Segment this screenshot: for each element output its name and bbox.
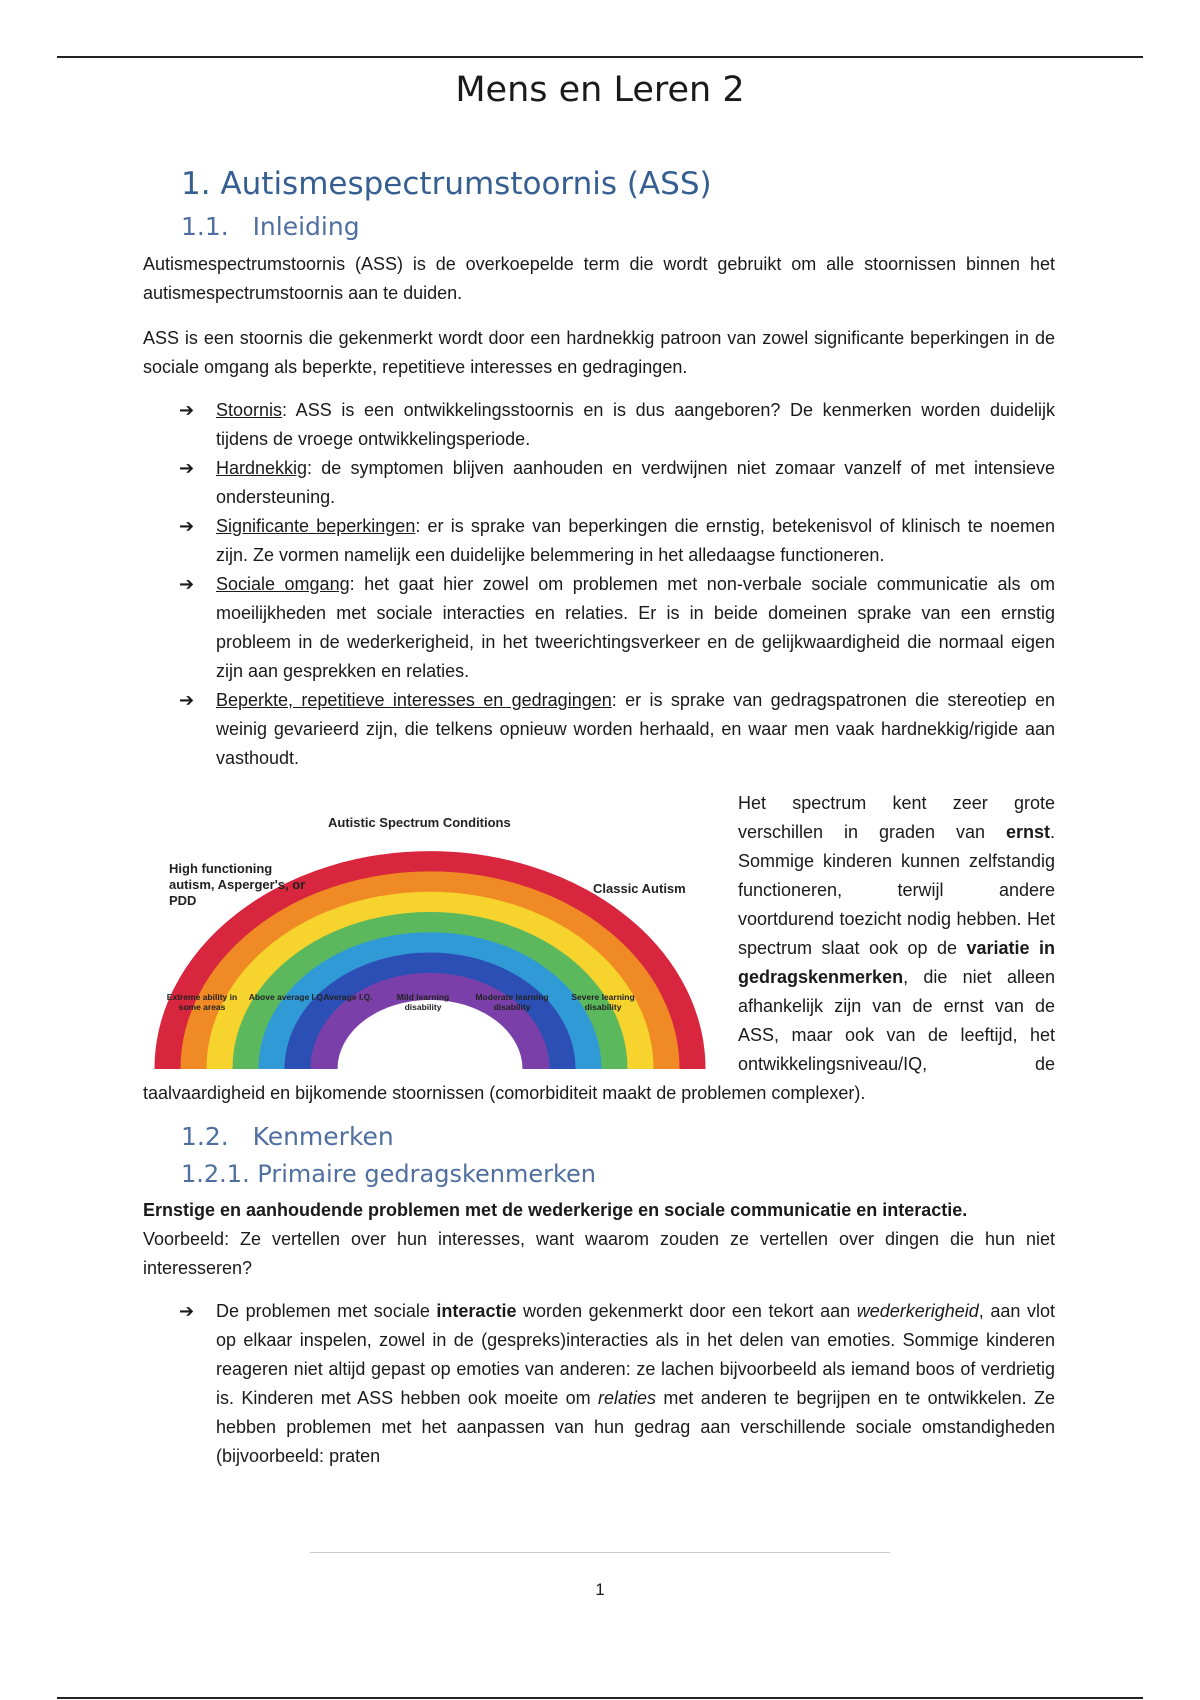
scale-label: Severe learning disability (571, 992, 635, 1012)
list-item: ➔ Hardnekkig: de symptomen blijven aanhouden en verdwijnen niet zomaar vanzelf of met intensieve ondersteuning. (143, 454, 1055, 512)
bottom-rule (57, 1697, 1143, 1699)
arrow-right-icon: ➔ (179, 690, 195, 710)
scale-label: Above average I.Q. (248, 992, 326, 1002)
spectrum-paragraph: Het spectrum kent zeer grote verschillen in graden van ernst. Sommige kinderen kunnen zelfstandig functioneren, terwijl andere voortdurend toezicht nodig hebben. Het spectrum slaat ook op de variatie in gedragskenmerken, die niet alleen afhankelijk zijn van de ernst van de ASS, maar ook van de leeftijd, het ontwikkelingsniveau/IQ, de taalvaardigheid en bijkomende stoornissen (comorbiditeit maakt de problemen complexer). (143, 793, 1055, 1103)
footer-rule (310, 1552, 890, 1553)
heading-section-1-2-1 (181, 1160, 1055, 1196)
arrow-right-icon: ➔ (179, 458, 195, 478)
list-item: ➔ Significante beperkingen: er is sprake van beperkingen die ernstig, betekenisvol of klinisch te noemen zijn. Ze vormen namelijk een duidelijke belemmering in het alledaagse functioneren. (143, 512, 1055, 570)
heading-text: Inleiding (252, 212, 360, 241)
scale-label: Extreme ability in some areas (166, 992, 238, 1012)
spectrum-rainbow-figure (143, 789, 718, 1079)
spectrum-section (143, 789, 1055, 1108)
arrow-right-icon: ➔ (179, 574, 195, 594)
heading-number: 1.2.1. (181, 1160, 250, 1188)
heading-text: Kenmerken (252, 1122, 394, 1151)
page-number: 1 (595, 1580, 605, 1599)
key-feature-bold: Ernstige en aanhoudende problemen met de wederkerige en sociale communicatie en interactie. (143, 1200, 968, 1220)
example-paragraph: Voorbeeld: Ze vertellen over hun interesses, want waarom zouden ze vertellen over dingen die hun niet interesseren? (143, 1229, 1055, 1278)
criteria-list (143, 396, 1055, 773)
heading-number: 1.1. (181, 212, 229, 241)
figure-left-label: High functioning autism, Asperger's, or PDD (169, 861, 306, 908)
scale-label: Average I.Q. (323, 992, 373, 1002)
heading-section-1-2 (181, 1122, 1055, 1160)
document-title: Mens en Leren 2 (455, 70, 745, 110)
top-rule (57, 56, 1143, 58)
interaction-list (143, 1297, 1055, 1471)
heading-number: 1. (181, 166, 211, 202)
heading-section-1-1 (181, 212, 1055, 250)
heading-section-1 (181, 166, 1055, 212)
heading-text: Primaire gedragskenmerken (257, 1160, 597, 1188)
arrow-right-icon: ➔ (179, 400, 195, 420)
scale-label: Moderate learning disability (475, 992, 549, 1012)
scale-label: Mild learning disability (396, 992, 450, 1012)
page-content (143, 160, 1055, 1471)
figure-top-label: Autistic Spectrum Conditions (328, 815, 511, 830)
heading-text: Autismespectrumstoornis (ASS) (220, 166, 712, 202)
list-item: ➔ Sociale omgang: het gaat hier zowel om problemen met non-verbale sociale communicatie als om moeilijkheden met sociale interacties en relaties. Er is in beide domeinen sprake van een ernstig probleem in de wederkerigheid, in het tweerichtingsverkeer en de gelijkwaardigheid die normaal eigen zijn aan gesprekken en relaties. (143, 570, 1055, 686)
rainbow-graphic (143, 789, 718, 1079)
heading-number: 1.2. (181, 1122, 229, 1151)
intro-paragraph-2: ASS is een stoornis die gekenmerkt wordt door een hardnekkig patroon van zowel significante beperkingen in de sociale omgang als beperkte, repetitieve interesses en gedragingen. (143, 328, 1055, 377)
list-item: ➔ Beperkte, repetitieve interesses en gedragingen: er is sprake van gedragspatronen die stereotiep en weinig gevarieerd zijn, die telkens opnieuw worden herhaald, en waar men vaak hardnekkig/rigide aan vasthoudt. (143, 686, 1055, 773)
intro-paragraph-1: Autismespectrumstoornis (ASS) is de overkoepelde term die wordt gebruikt om alle stoornissen binnen het autismespectrumstoornis aan te duiden. (143, 254, 1055, 303)
arrow-right-icon: ➔ (179, 1301, 195, 1321)
arrow-right-icon: ➔ (179, 516, 195, 536)
list-item: ➔ De problemen met sociale interactie worden gekenmerkt door een tekort aan wederkerigheid, aan vlot op elkaar inspelen, zowel in de (gespreks)interacties als in het delen van emoties. Sommige kinderen reageren niet altijd gepast op emoties van anderen: ze lachen bijvoorbeeld als iemand boos of verdrietig is. Kinderen met ASS hebben ook moeite om relaties met anderen te begrijpen en te ontwikkelen. Ze hebben problemen met het aanpassen van hun gedrag aan verschillende sociale omstandigheden (bijvoorbeeld: praten (143, 1297, 1055, 1471)
figure-right-label: Classic Autism (593, 881, 686, 896)
list-item: ➔ Stoornis: ASS is een ontwikkelingsstoornis en is dus aangeboren? De kenmerken worden duidelijk tijdens de vroege ontwikkelingsperiode. (143, 396, 1055, 454)
